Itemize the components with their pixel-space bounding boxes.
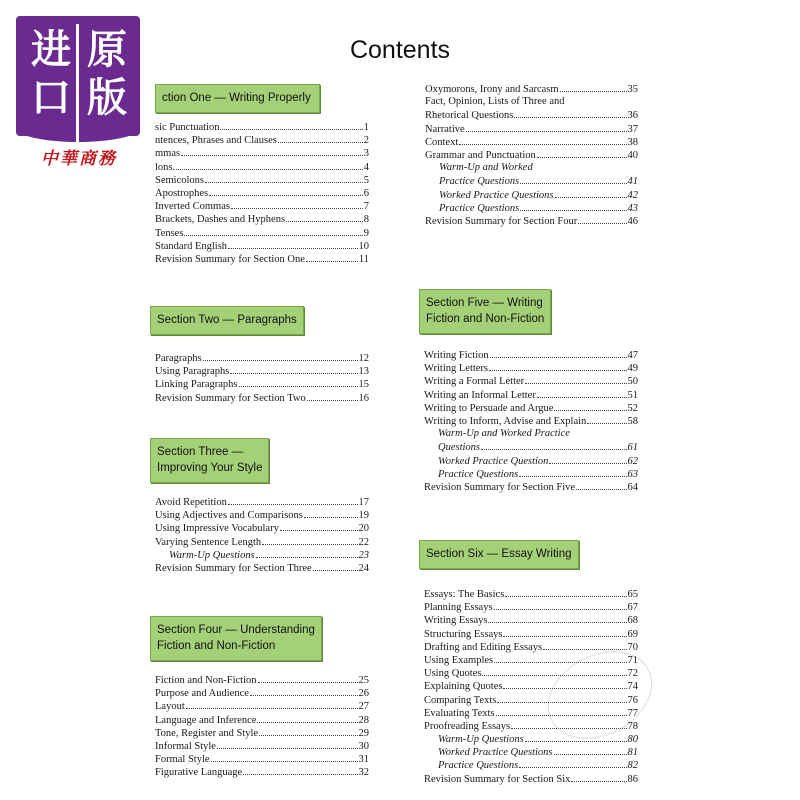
toc-entry-page: 6 (363, 187, 369, 199)
toc-entry (155, 726, 369, 739)
toc-entry (424, 587, 638, 600)
dot-leader (505, 587, 626, 597)
toc-entry-title: Warm-Up and Worked Practice (438, 428, 570, 440)
toc-entry-title: Writing to Persuade and Argue (424, 402, 554, 414)
toc-entry-page: 74 (627, 681, 638, 693)
toc-entry-title: Revision Summary for Section Five (424, 481, 576, 493)
toc-entry-title: Warm-Up and Worked (439, 162, 533, 174)
section-header-line: Improving Your Style (157, 462, 263, 474)
toc-entry (425, 108, 638, 121)
toc-entry-title: Semicolons (155, 174, 204, 186)
toc-entry-title: Writing Essays (424, 615, 488, 627)
toc-entry-title: Practice Questions (438, 760, 519, 772)
toc-entry-page: 30 (358, 740, 369, 752)
dot-leader (286, 212, 363, 222)
section-header-line: Section Three — (157, 446, 244, 458)
toc-entry (155, 173, 369, 186)
toc-entry-page: 50 (627, 376, 638, 388)
toc-entry-title: Writing to Inform, Advise and Explain (424, 415, 587, 427)
dot-leader (258, 673, 358, 683)
toc-entry-page: 7 (363, 201, 369, 213)
toc-entry (424, 388, 638, 401)
dot-leader (554, 745, 627, 755)
logo-char: 版 (87, 75, 127, 121)
dot-leader (278, 133, 363, 143)
toc-entry-title: Writing Fiction (424, 350, 489, 361)
toc-entry-title: Formal Style (155, 754, 210, 766)
toc-list (150, 495, 369, 574)
section-header (419, 289, 551, 334)
toc-entry-page: 15 (358, 379, 369, 391)
toc-entry (155, 686, 369, 699)
dot-leader (231, 199, 363, 209)
toc-entry (155, 239, 369, 252)
dot-leader (537, 148, 627, 158)
dot-leader (555, 188, 627, 198)
toc-entry-title: mmas (155, 148, 181, 160)
toc-entry-title: Standard English (155, 240, 228, 252)
toc-entry (424, 348, 638, 361)
toc-entry-title: Practice Questions (439, 176, 520, 188)
toc-entry-page: 29 (358, 727, 369, 739)
toc-entry-title: Purpose and Audience (155, 688, 249, 700)
toc-entry-page: 3 (363, 148, 369, 160)
toc-entry-page: 62 (627, 455, 638, 467)
section-three (150, 438, 369, 574)
toc-entry-page: 20 (358, 523, 369, 535)
dot-leader (481, 440, 627, 450)
toc-entry-page: 72 (627, 668, 638, 680)
dot-leader (490, 348, 627, 358)
toc-entry (155, 521, 369, 534)
toc-entry-title: Oxymorons, Irony and Sarcasm (425, 84, 559, 95)
toc-entry (155, 673, 369, 686)
toc-entry-title: Tone, Register and Style (155, 727, 259, 739)
toc-entry (155, 226, 369, 239)
section-header (155, 84, 320, 113)
toc-entry-page: 37 (627, 123, 638, 135)
dot-leader (466, 122, 627, 132)
dot-leader (205, 173, 363, 183)
toc-entry (424, 745, 638, 758)
toc-entry (155, 495, 369, 508)
dot-leader (181, 146, 363, 156)
dot-leader (184, 226, 362, 236)
toc-entry-title: Linking Paragraphs (155, 379, 238, 391)
toc-list (155, 120, 369, 265)
toc-entry (425, 201, 638, 214)
section-four-continued (425, 82, 638, 227)
toc-entry-title: sic Punctuation (155, 122, 220, 133)
section-four (150, 616, 369, 779)
toc-list (419, 348, 638, 493)
toc-entry (155, 351, 369, 364)
toc-entry (155, 133, 369, 146)
dot-leader (554, 401, 626, 411)
toc-entry (425, 148, 638, 161)
toc-entry (155, 377, 369, 390)
toc-entry (155, 212, 369, 225)
toc-entry-title: Worked Practice Questions (438, 747, 553, 759)
toc-entry-page: 76 (627, 694, 638, 706)
toc-entry (424, 427, 638, 440)
toc-entry-page: 42 (627, 189, 638, 201)
section-one (155, 84, 369, 265)
toc-entry-page: 13 (358, 366, 369, 378)
toc-entry-title: Evaluating Texts (424, 707, 495, 719)
toc-entry (425, 174, 638, 187)
section-header (419, 540, 579, 569)
toc-entry-page: 35 (627, 84, 638, 95)
toc-entry-title: Varying Sentence Length (155, 536, 262, 548)
toc-entry-page: 28 (358, 714, 369, 726)
dot-leader (566, 95, 638, 104)
toc-entry-title: Inverted Commas (155, 201, 230, 213)
toc-entry (425, 161, 638, 174)
toc-entry-page: 82 (627, 760, 638, 772)
toc-entry (424, 772, 638, 785)
toc-entry-title: Proofreading Essays (424, 720, 511, 732)
toc-entry-title: Avoid Repetition (155, 497, 227, 508)
dot-leader (313, 561, 358, 571)
dot-leader (228, 239, 357, 249)
toc-entry-page: 46 (627, 215, 638, 227)
toc-entry-title: Brackets, Dashes and Hyphens (155, 214, 286, 226)
toc-entry-title: Narrative (425, 123, 465, 135)
toc-entry-page: 2 (363, 135, 369, 147)
toc-entry-page: 81 (627, 747, 638, 759)
toc-entry-page: 41 (627, 176, 638, 188)
dot-leader (239, 377, 358, 387)
toc-entry-page: 86 (627, 773, 638, 785)
toc-entry-page: 80 (627, 734, 638, 746)
dot-leader (209, 186, 363, 196)
toc-entry (424, 480, 638, 493)
toc-entry (155, 752, 369, 765)
toc-entry-page: 71 (627, 654, 638, 666)
dot-leader (256, 548, 358, 558)
toc-entry (424, 374, 638, 387)
section-header-line: Section Two — Paragraphs (157, 314, 297, 326)
toc-entry-title: Language and Inference (155, 714, 257, 726)
toc-entry-title: Using Examples (424, 654, 494, 666)
toc-entry-title: Questions (438, 442, 480, 454)
toc-entry (425, 82, 638, 95)
toc-entry (155, 160, 369, 173)
toc-entry (155, 120, 369, 133)
toc-entry-page: 58 (627, 415, 638, 427)
toc-entry-page: 31 (358, 754, 369, 766)
toc-entry-title: Worked Practice Questions (439, 189, 554, 201)
toc-entry-page: 77 (627, 707, 638, 719)
toc-entry (155, 548, 369, 561)
toc-entry-title: Apostrophes (155, 187, 209, 199)
toc-entry-page: 26 (358, 688, 369, 700)
logo-char: 原 (87, 27, 127, 73)
dot-leader (203, 351, 358, 361)
dot-leader (503, 627, 626, 637)
toc-entry-title: Paragraphs (155, 353, 202, 364)
toc-entry-title: Revision Summary for Section One (155, 253, 305, 265)
toc-entry (155, 199, 369, 212)
section-header-line: Section Five — Writing (426, 297, 543, 309)
toc-entry-title: Using Paragraphs (155, 366, 230, 378)
toc-entry-title: Structuring Essays (424, 628, 503, 640)
dot-leader (549, 454, 626, 464)
section-header-line: Section Six — Essay Writing (426, 548, 572, 560)
logo-text: 中華商務 (41, 149, 117, 169)
toc-entry-title: Using Quotes (424, 668, 482, 680)
toc-entry-title: Drafting and Editing Essays (424, 641, 543, 653)
dot-leader (230, 364, 357, 374)
dot-leader (519, 758, 626, 768)
dot-leader (259, 726, 357, 736)
toc-entry-title: Revision Summary for Section Two (155, 392, 306, 404)
toc-entry-page: 23 (358, 549, 369, 561)
dot-leader (520, 201, 626, 211)
toc-entry-page: 17 (358, 497, 369, 508)
toc-entry-page: 64 (627, 481, 638, 493)
toc-entry-page: 22 (358, 536, 369, 548)
toc-entry-page: 19 (358, 510, 369, 522)
toc-entry-title: Context (425, 136, 459, 148)
toc-entry-page: 65 (627, 589, 638, 600)
dot-leader (537, 388, 627, 398)
dot-leader (587, 414, 626, 424)
toc-entry-title: Practice Questions (439, 202, 520, 214)
toc-entry-title: ntences, Phrases and Clauses (155, 135, 277, 147)
dot-leader (257, 713, 357, 723)
dot-leader (306, 252, 358, 262)
toc-entry (155, 765, 369, 778)
toc-entry-page: 63 (627, 468, 638, 480)
dot-leader (514, 108, 626, 118)
toc-entry-page: 1 (363, 122, 369, 133)
page-title: Contents (349, 36, 451, 64)
dot-leader (519, 467, 626, 477)
toc-entry (424, 627, 638, 640)
toc-entry-page: 70 (627, 641, 638, 653)
toc-entry (425, 135, 638, 148)
dot-leader (304, 508, 358, 518)
dot-leader (228, 495, 358, 505)
toc-entry (155, 252, 369, 265)
dot-leader (571, 427, 637, 436)
toc-entry-title: Comparing Texts (424, 694, 497, 706)
toc-entry-title: Fiction and Non-Fiction (155, 675, 257, 686)
toc-entry (155, 186, 369, 199)
dot-leader (211, 752, 358, 762)
section-header-line: Section Four — Understanding (157, 624, 315, 636)
toc-entry-title: Figurative Language (155, 767, 243, 779)
toc-entry (155, 364, 369, 377)
toc-entry-page: 52 (627, 402, 638, 414)
toc-entry (425, 188, 638, 201)
toc-entry-title: Rhetorical Questions (425, 110, 514, 122)
dot-leader (217, 739, 358, 749)
toc-entry-page: 40 (627, 149, 638, 161)
toc-entry (425, 214, 638, 227)
toc-list (150, 673, 369, 779)
dot-leader (459, 135, 626, 145)
toc-entry-page: 12 (358, 353, 369, 364)
toc-entry-page: 27 (358, 701, 369, 713)
toc-entry-page: 24 (358, 562, 369, 574)
toc-entry-page: 5 (363, 174, 369, 186)
logo-char: 口 (31, 75, 71, 121)
toc-entry (424, 758, 638, 771)
toc-entry-title: Warm-Up Questions (438, 734, 524, 746)
toc-entry-title: Using Impressive Vocabulary (155, 523, 279, 535)
logo-char: 进 (31, 27, 71, 73)
toc-entry-title: Informal Style (155, 740, 216, 752)
toc-entry (155, 739, 369, 752)
toc-entry-title: Planning Essays (424, 602, 493, 614)
dot-leader (280, 521, 358, 531)
toc-entry (424, 454, 638, 467)
section-header-line: Fiction and Non-Fiction (426, 313, 545, 325)
toc-entry-page: 61 (627, 442, 638, 454)
toc-entry (425, 122, 638, 135)
section-five (419, 289, 638, 493)
toc-entry-page: 51 (627, 389, 638, 401)
dot-leader (262, 535, 357, 545)
section-header (150, 438, 269, 483)
toc-entry-title: Tenses (155, 227, 184, 239)
toc-list (425, 82, 638, 227)
toc-entry (424, 401, 638, 414)
toc-entry (424, 361, 638, 374)
toc-entry-page: 67 (627, 602, 638, 614)
toc-entry (155, 146, 369, 159)
toc-entry (425, 95, 638, 108)
toc-entry-title: Worked Practice Question (438, 455, 549, 467)
toc-entry (424, 414, 638, 427)
toc-entry (155, 535, 369, 548)
toc-entry (155, 699, 369, 712)
dot-leader (560, 82, 627, 92)
toc-entry-title: Revision Summary for Section Four (425, 215, 578, 227)
toc-entry-title: Grammar and Punctuation (425, 149, 536, 161)
toc-entry-title: Revision Summary for Section Six (424, 773, 571, 785)
toc-entry-title: Explaining Quotes (424, 681, 503, 693)
toc-entry-title: Writing a Formal Letter (424, 376, 525, 388)
dot-leader (494, 600, 627, 610)
dot-leader (525, 374, 626, 384)
dot-leader (571, 772, 626, 782)
dot-leader (176, 160, 363, 170)
toc-entry-page: 9 (363, 227, 369, 239)
toc-entry-page: 38 (627, 136, 638, 148)
toc-entry-title: lons. (155, 161, 176, 173)
toc-entry-page: 36 (627, 110, 638, 122)
dot-leader (534, 161, 637, 170)
section-header-line: Fiction and Non-Fiction (157, 640, 276, 652)
toc-entry (155, 391, 369, 404)
toc-entry-page: 16 (358, 392, 369, 404)
toc-entry-page: 25 (358, 675, 369, 686)
toc-entry-page: 68 (627, 615, 638, 627)
dot-leader (520, 174, 626, 184)
toc-entry (424, 440, 638, 453)
toc-entry-page: 49 (627, 363, 638, 375)
toc-entry (424, 600, 638, 613)
toc-entry (424, 467, 638, 480)
section-header (150, 306, 304, 335)
toc-list (150, 351, 369, 404)
dot-leader (578, 214, 626, 224)
dot-leader (489, 361, 626, 371)
toc-entry (424, 613, 638, 626)
toc-entry-page: 43 (627, 202, 638, 214)
toc-entry-page: 8 (363, 214, 369, 226)
dot-leader (576, 480, 626, 490)
section-two (150, 306, 369, 404)
dot-leader (488, 613, 626, 623)
toc-entry-title: Writing an Informal Letter (424, 389, 536, 401)
dot-leader (243, 765, 357, 775)
toc-entry-title: Layout (155, 701, 185, 713)
toc-entry-title: Essays: The Basics (424, 589, 505, 600)
section-header-line: ction One — Writing Properly (162, 92, 311, 104)
toc-entry (155, 713, 369, 726)
toc-entry-page: 10 (358, 240, 369, 252)
dot-leader (543, 640, 626, 650)
toc-entry-page: 11 (358, 253, 369, 265)
toc-entry-page: 4 (363, 161, 369, 173)
toc-entry-title: Practice Questions (438, 468, 519, 480)
toc-entry-page: 69 (627, 628, 638, 640)
dot-leader (186, 699, 358, 709)
dot-leader (250, 686, 358, 696)
toc-entry-title: Revision Summary for Section Three (155, 562, 312, 574)
toc-entry (155, 508, 369, 521)
toc-entry-title: Using Adjectives and Comparisons (155, 510, 303, 522)
toc-entry-title: Writing Letters (424, 363, 489, 375)
dot-leader (307, 391, 358, 401)
toc-entry (155, 561, 369, 574)
toc-entry-page: 47 (627, 350, 638, 361)
toc-entry-title: Warm-Up Questions (169, 549, 255, 561)
toc-entry-page: 78 (627, 720, 638, 732)
toc-entry-page: 32 (358, 767, 369, 779)
toc-entry-title: Fact, Opinion, Lists of Three and (425, 96, 565, 108)
dot-leader (220, 120, 362, 130)
section-header (150, 616, 322, 661)
